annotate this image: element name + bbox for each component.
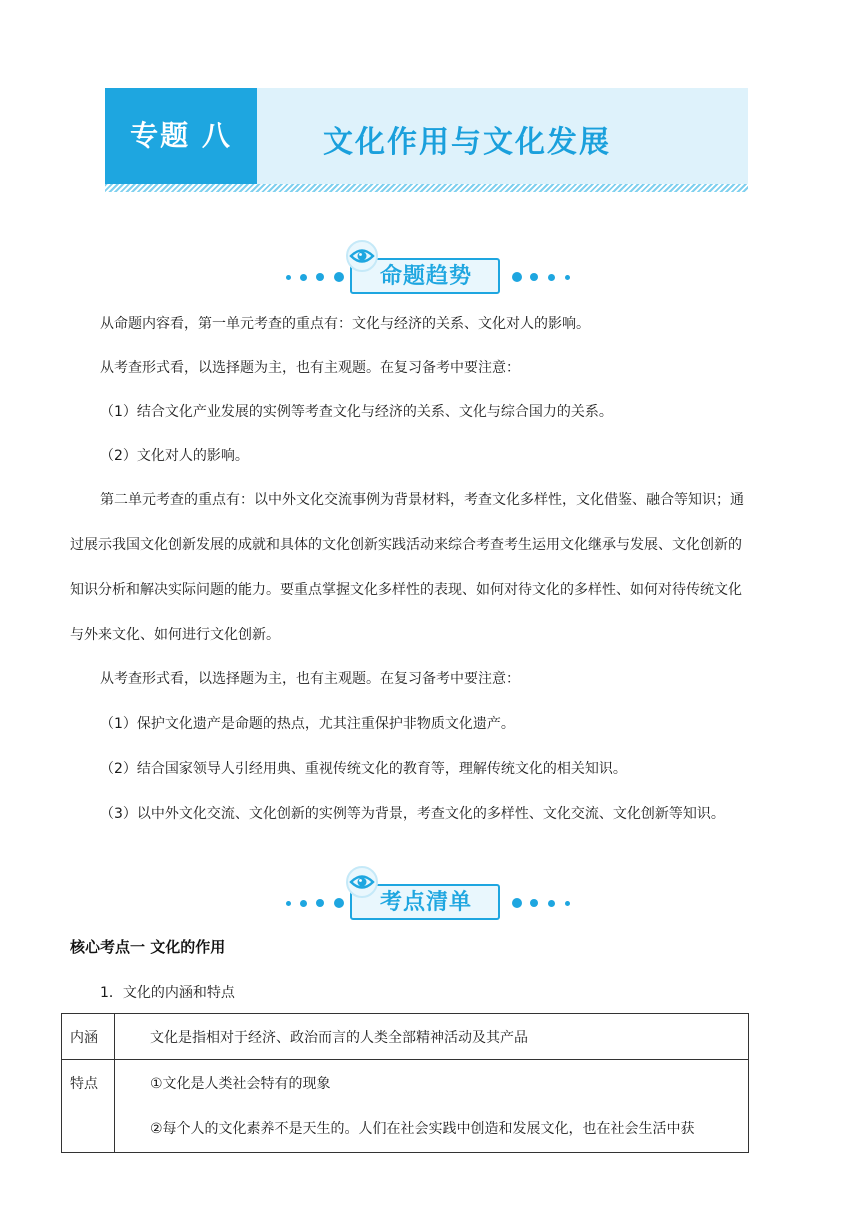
table-row-value: 文化是指相对于经济、政治而言的人类全部精神活动及其产品	[150, 1030, 528, 1046]
trend-paragraph-5-line-4: 与外来文化、如何进行文化创新。	[70, 627, 280, 643]
table-row	[62, 1060, 748, 1152]
table-row-value: ②每个人的文化素养不是天生的。人们在社会实践中创造和发展文化，也在社会生活中获	[150, 1121, 695, 1137]
page-title: 文化作用与文化发展	[323, 125, 611, 160]
trend-paragraph-7: （1）保护文化遗产是命题的热点，尤其注重保护非物质文化遗产。	[100, 716, 515, 732]
section-title: 考点清单	[380, 890, 473, 915]
table-row-key: 特点	[70, 1076, 98, 1092]
trend-paragraph-5-line-2: 过展示我国文化创新发展的成就和具体的文化创新实践活动来综合考查考生运用文化继承与发展、文化创新的	[70, 537, 742, 553]
topic-label: 专题 八	[105, 88, 257, 184]
trend-paragraph-1: 从命题内容看，第一单元考查的重点有：文化与经济的关系、文化对人的影响。	[100, 316, 590, 332]
core-subheading: 1．文化的内涵和特点	[100, 985, 235, 1001]
trend-paragraph-2: 从考查形式看，以选择题为主，也有主观题。在复习备考中要注意：	[100, 360, 520, 376]
table-row	[62, 1014, 748, 1059]
section-heading-points	[0, 862, 860, 922]
core-heading: 核心考点一 文化的作用	[70, 938, 226, 956]
table-row-key: 内涵	[70, 1030, 98, 1046]
section-title: 命题趋势	[380, 264, 473, 289]
table-row-value: ①文化是人类社会特有的现象	[150, 1076, 331, 1092]
trend-paragraph-4: （2）文化对人的影响。	[100, 448, 249, 464]
trend-paragraph-9: （3）以中外文化交流、文化创新的实例等为背景，考查文化的多样性、文化交流、文化创新等知识。	[100, 806, 725, 822]
trend-paragraph-6: 从考查形式看，以选择题为主，也有主观题。在复习备考中要注意：	[100, 671, 520, 687]
trend-paragraph-5-line-1: 第二单元考查的重点有：以中外文化交流事例为背景材料，考查文化多样性，文化借鉴、融合等知识；通	[100, 492, 744, 508]
eye-icon	[346, 866, 378, 898]
banner-stripe	[105, 184, 748, 192]
section-heading-trend	[0, 236, 860, 296]
title-banner	[105, 88, 748, 184]
definition-table	[61, 1013, 749, 1153]
trend-paragraph-5-line-3: 知识分析和解决实际问题的能力。要重点掌握文化多样性的表现、如何对待文化的多样性、如何对待传统文化	[70, 582, 742, 598]
eye-icon	[346, 240, 378, 272]
trend-paragraph-8: （2）结合国家领导人引经用典、重视传统文化的教育等，理解传统文化的相关知识。	[100, 761, 627, 777]
trend-paragraph-3: （1）结合文化产业发展的实例等考查文化与经济的关系、文化与综合国力的关系。	[100, 404, 613, 420]
